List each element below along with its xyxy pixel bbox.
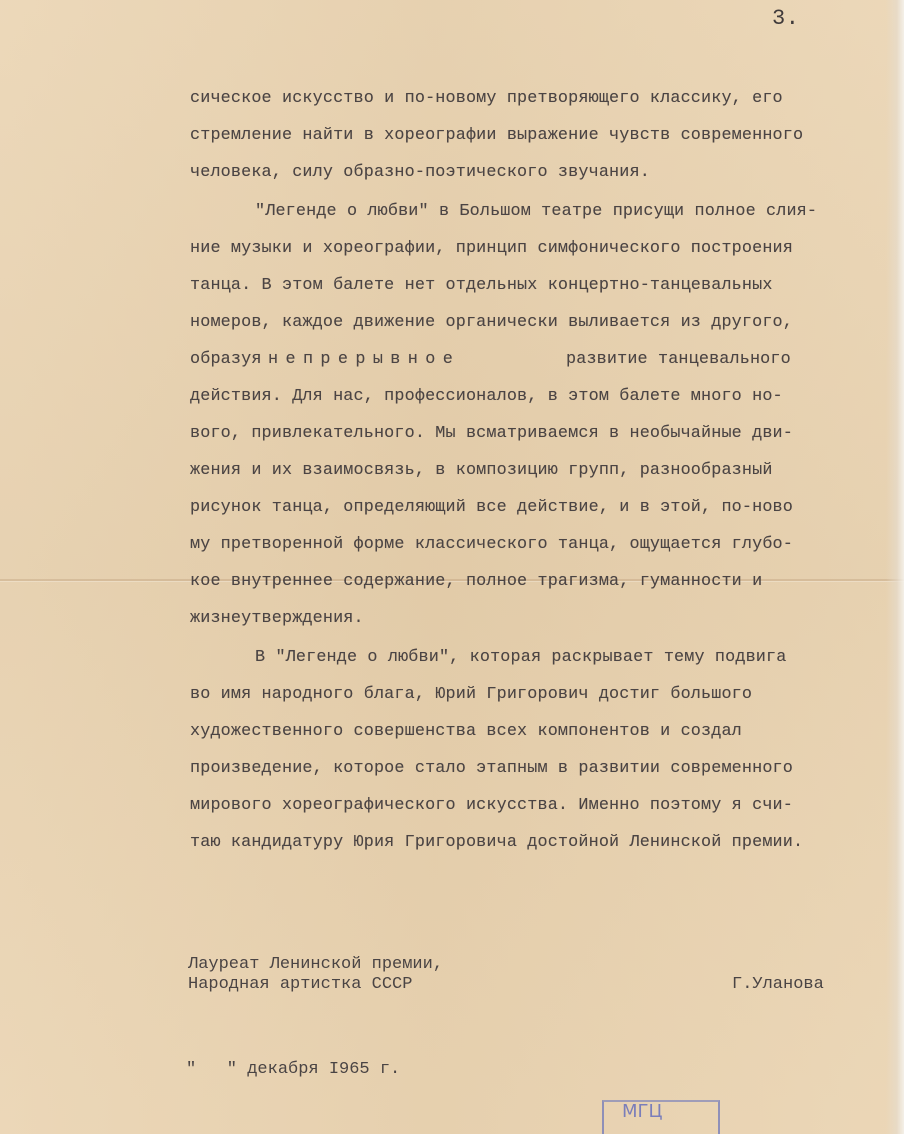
signature-name: Г.Уланова [732,975,824,994]
body-line-12: рисунок танца, определяющий все действие, и в этой, по-ново [190,498,794,517]
signature-title-line-2: Народная артистка СССР [188,975,413,994]
body-line-17: во имя народного блага, Юрий Григорович достиг большого [190,685,753,704]
body-line-6: танца. В этом балете нет отдельных концертно-танцевальных [190,276,773,295]
signature-title-line-1: Лауреат Ленинской премии, [188,955,444,974]
body-line-16: В "Легенде о любви", которая раскрывает тему подвига [255,648,787,667]
archive-stamp-text: МГЦ [622,1101,663,1122]
body-line-7: номеров, каждое движение органически выливается из другого, [190,313,794,332]
body-line-18: художественного совершенства всех компонентов и создал [190,722,742,741]
page-number: 3. [772,6,800,31]
spaced-word: непрерывное [268,350,461,369]
body-line-13: му претворенной форме классического танца, ощущается глубо- [190,535,794,554]
archive-stamp [602,1100,720,1134]
body-line-5: ние музыки и хореографии, принцип симфонического построения [190,239,794,258]
body-line-2: стремление найти в хореографии выражение чувств современного [190,126,804,145]
body-line-9: действия. Для нас, профессионалов, в этом балете много но- [190,387,783,406]
date-line: " " декабря I965 г. [186,1060,401,1079]
body-line-21: таю кандидатуру Юрия Григоровича достойной Ленинской премии. [190,833,804,852]
body-line-3: человека, силу образно-поэтического звучания. [190,163,650,182]
body-line-8-start: образуя [190,350,272,369]
body-line-15: жизнеутверждения. [190,609,364,628]
body-line-19: произведение, которое стало этапным в развитии современного [190,759,794,778]
body-line-8-end: развитие танцевального [566,350,791,369]
body-line-11: жения и их взаимосвязь, в композицию групп, разнообразный [190,461,773,480]
body-line-20: мирового хореографического искусства. Именно поэтому я счи- [190,796,794,815]
body-line-1: сическое искусство и по-новому претворяющего классику, его [190,89,783,108]
body-line-14: кое внутреннее содержание, полное трагизма, гуманности и [190,572,763,591]
torn-right-edge [886,0,904,1134]
body-line-10: вого, привлекательного. Мы всматриваемся в необычайные дви- [190,424,794,443]
body-line-4: "Легенде о любви" в Большом театре присущи полное слия- [255,202,818,221]
